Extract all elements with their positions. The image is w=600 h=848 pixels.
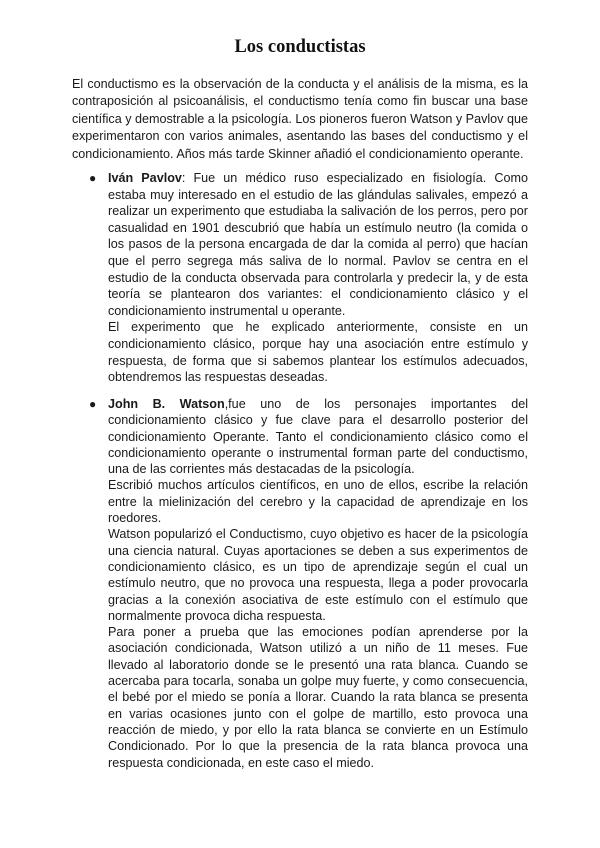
pavlov-text-1: : Fue un médico ruso especializado en fisiología. Como estaba muy interesado en el estudio de las glándulas salivales, empezó a realizar un experimento que estudiaba la salivación de los perros, pero por casualidad en 1901 descubrió que había un estímulo neutro (la comida o los pasos de la persona encargada de dar la comida al perro) que hacían que el perro segrega más saliva de lo normal. Pavlov se centra en el estudio de la conducta observada para controlarla y predecir la, y de esta teoría se plantearon dos variantes: el condicionamiento clásico y el condicionamiento instrumental u operante. [108, 171, 528, 318]
list-item-watson [89, 396, 528, 771]
bullet-icon: ● [89, 397, 97, 411]
watson-paragraph-3: Watson popularizó el Conductismo, cuyo objetivo es hacer de la psicología una ciencia natural. Cuyas aportaciones se deben a sus experimentos de condicionamiento clásico, es un tipo de aprendizaje según el cual un estímulo neutro, que no provoca una respuesta, llega a poder provocarla gracias a la conexión asociativa de este estímulo con el estímulo que normalmente provoca dicha respuesta. [108, 527, 528, 623]
watson-text-1: ,fue uno de los personajes importantes del condicionamiento clásico y fue clave para el desarrollo posterior del condicionamiento Operante. Tanto el condicionamiento clásico como el condicionamiento operante o instrumental forman parte del conductismo, una de las corrientes más destacadas de la psicología. [108, 397, 528, 477]
watson-paragraph-4: Para poner a prueba que las emociones podían aprenderse por la asociación condicionada, Watson utilizó a un niño de 11 meses. Fue llevado al laboratorio donde se le presentó una rata blanca. Cuando se acercaba para tocarla, sonaba un golpe muy fuerte, y como consecuencia, el bebé por el miedo se ponía a llorar. Cuando la rata blanca se presenta en varias ocasiones junto con el golpe de martillo, esto provoca una reacción de miedo, y por ello la rata blanca se convierte en un Estímulo Condicionado. Por lo que la presencia de la rata blanca provoca una respuesta condicionada, en este caso el miedo. [108, 625, 528, 770]
page-title: Los conductistas [234, 37, 366, 57]
pavlov-name: Iván Pavlov [108, 171, 182, 185]
watson-paragraph-1 [108, 396, 528, 477]
watson-paragraph-2: Escribió muchos artículos científicos, en uno de ellos, escribe la relación entre la mielinización del cerebro y la capacidad de aprendizaje en los roedores. [108, 478, 528, 526]
pavlov-paragraph-1 [108, 170, 528, 319]
watson-name: John B. Watson [108, 397, 225, 411]
pavlov-paragraph-2: El experimento que he explicado anteriormente, consiste en un condicionamiento clásico, porque hay una asociación entre estímulo y respuesta, de forma que si sabemos plantear los estímulos adecuados, obtendremos las respuestas deseadas. [108, 320, 528, 385]
bullet-icon: ● [89, 171, 97, 185]
intro-paragraph: El conductismo es la observación de la conducta y el análisis de la misma, es la contraposición al psicoanálisis, el conductismo tenía como fin buscar una base científica y demostrable a la psicología. Los pioneros fueron Watson y Pavlov que experimentaron con varios animales, asentando las bases del conductismo y el condicionamiento. Años más tarde Skinner añadió el condicionamiento operante. [72, 77, 528, 161]
list-item-pavlov [89, 170, 528, 386]
